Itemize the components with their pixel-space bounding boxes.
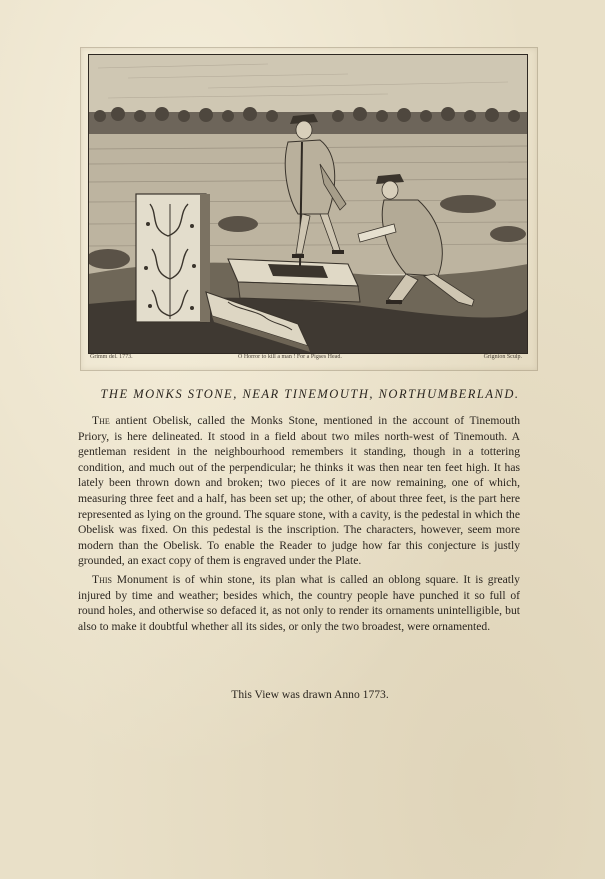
paragraph-1-lead: The (92, 414, 110, 427)
paragraph-1 (78, 413, 520, 569)
paragraph-2-text: Monument is of whin stone, its plan what is called an oblong square. It is greatly injured by time and weather; besides which, the country people have punched it so full of round holes, and otherwise so defaced it, as not only to render its ornaments unintelligible, but also to make it doubtful whether all its sides, or only the two broadest, were ornamented. (78, 572, 520, 633)
obelisk-standing (136, 194, 210, 322)
page-title: THE MONKS STONE, NEAR TINEMOUTH, NORTHUMBERLAND. (100, 387, 520, 401)
paragraph-2 (78, 572, 520, 634)
plate-inscription: O Horror to kill a man ! For a Pigses Head. (238, 354, 342, 360)
plate-caption (88, 352, 528, 364)
engraving-illustration (88, 54, 528, 354)
paragraph-2-lead: This (92, 572, 112, 586)
body-text (78, 413, 520, 637)
paragraph-1-text: antient Obelisk, called the Monks Stone, mentioned in the account of Tinemouth Priory, is here delineated. It stood in a field about two miles north-west of Tinemouth. A gentleman resident in the neighbourhood remembers it standing, though in a tottering condition, and much out of the perpendicular; he thinks it was then near ten feet high. It has lately been thrown down and broken; two pieces of it are now remaining, one of which, measuring three feet and a half, has been set up; the other, of about three feet, is the part here represented as lying on the ground. The square stone, with a cavity, is the pedestal in which the Obelisk was fixed. On this pedestal is the inscription. The characters, however, seem more modern than the Obelisk. To enable the Reader to judge how far this conjecture is justly grounded, an exact copy of them is engraved under the Plate. (78, 414, 521, 568)
drawn-note: This View was drawn Anno 1773. (231, 688, 389, 701)
pedestal (228, 259, 360, 302)
sky (88, 54, 528, 114)
engraver-credit: Grignion Sculp. (483, 354, 522, 360)
artist-credit: Grimm del. 1773. (90, 354, 133, 360)
